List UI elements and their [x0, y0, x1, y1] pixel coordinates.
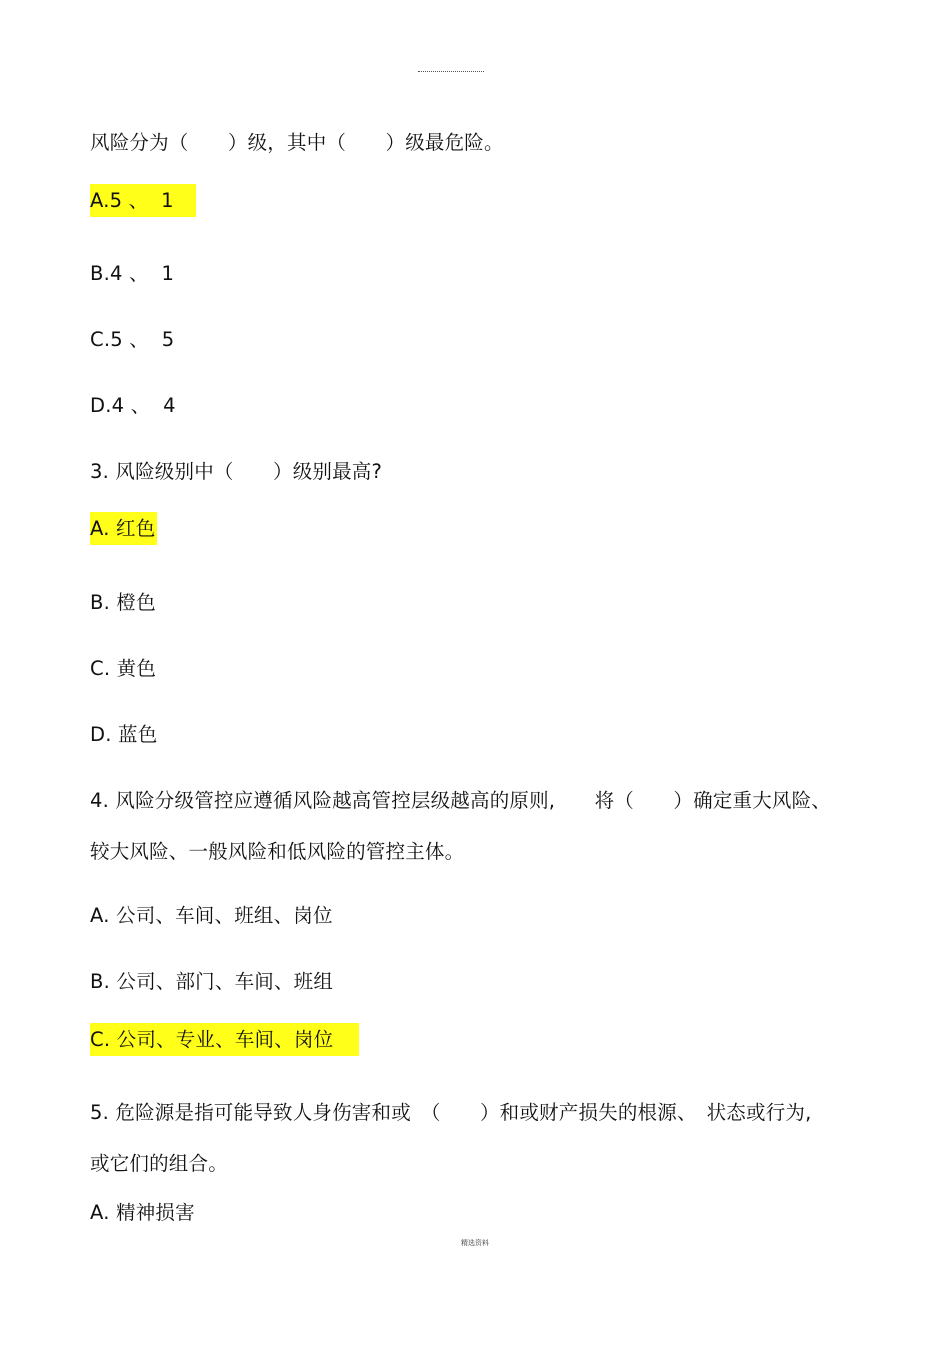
question-1-option-c: C.5 、 5	[90, 328, 175, 351]
question-4-option-b: B. 公司、部门、车间、班组	[90, 970, 334, 993]
question-5-option-a: A. 精神损害	[90, 1201, 195, 1224]
question-1-option-a: A.5 、 1	[90, 189, 174, 212]
question-5-stem-line-1: 5. 危险源是指可能导致人身伤害和或 （ ）和或财产损失的根源、 状态或行为,	[90, 1101, 812, 1124]
question-3-option-b: B. 橙色	[90, 591, 156, 614]
question-1-stem: 风险分为（ ）级，其中（ ）级最危险。	[90, 131, 504, 154]
question-4-option-c: C. 公司、专业、车间、岗位	[90, 1028, 334, 1051]
question-4-option-a: A. 公司、车间、班组、岗位	[90, 904, 333, 927]
question-3-option-c: C. 黄色	[90, 657, 157, 680]
header-dotted-rule	[418, 71, 484, 72]
question-4-stem-line-1: 4. 风险分级管控应遵循风险越高管控层级越高的原则, 将（ ）确定重大风险、	[90, 789, 832, 812]
question-5-stem-line-2: 或它们的组合。	[90, 1152, 228, 1175]
question-3-option-d: D. 蓝色	[90, 723, 158, 746]
question-1-option-a-highlight	[90, 184, 196, 217]
question-3-option-a-highlight	[90, 512, 157, 545]
question-1-option-d: D.4 、 4	[90, 394, 176, 417]
page-footer: 精选资料	[461, 1239, 489, 1247]
question-1-option-b: B.4 、 1	[90, 262, 175, 285]
question-4-stem-line-2: 较大风险、一般风险和低风险的管控主体。	[90, 840, 465, 863]
question-3-stem: 3. 风险级别中（ ）级别最高?	[90, 460, 383, 483]
question-4-option-c-highlight	[90, 1023, 359, 1056]
question-3-option-a: A. 红色	[90, 517, 156, 540]
